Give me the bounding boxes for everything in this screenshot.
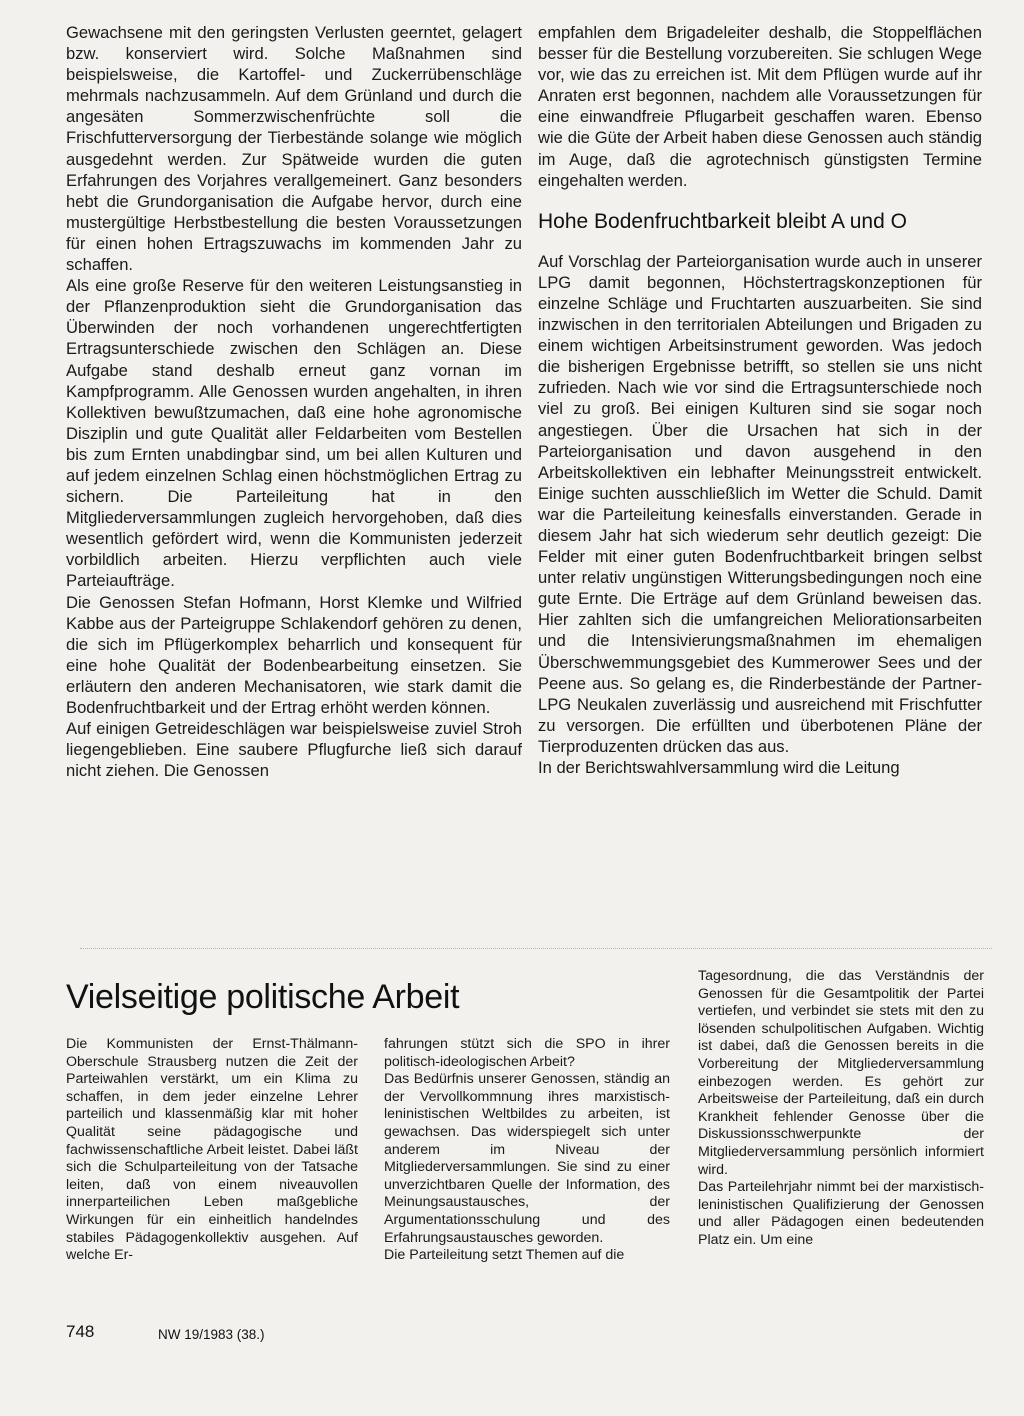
paragraph: Das Bedürfnis unserer Genossen, ständig an der Vervollkommnung ihres marxistisch-leninistischen Weltbildes zu arbeiten, ist gewachsen. Das widerspiegelt sich unter anderem im Niveau der Mitgliederversammlungen. Sie sind zu einer unverzichtbaren Quelle der Information, des Meinungsaustausches, der Argumentationsschulung und des Erfahrungsaustausches geworden. bbox=[384, 1071, 670, 1246]
top-right-column bbox=[538, 22, 982, 778]
article-headline: Vielseitige politische Arbeit bbox=[66, 978, 460, 1016]
paragraph: Die Genossen Stefan Hofmann, Horst Klemke und Wilfried Kabbe aus der Parteigruppe Schlakendorf gehören zu denen, die sich im Pflügerkomplex beharrlich und konsequent für eine hohe Qualität der Bodenbearbeitung einsetzen. Sie erläutern den anderen Mechanisatoren, wie stark damit die Bodenfruchtbarkeit und der Ertrag erhöht werden können. bbox=[66, 592, 522, 717]
top-left-column bbox=[66, 22, 522, 781]
paragraph: Als eine große Reserve für den weiteren Leistungsanstieg in der Pflanzenproduktion sieht die Grundorganisation das Überwinden der noch vorhandenen ungerechtfertigten Ertragsunterschiede zwischen den Schlägen an. Diese Aufgabe stand deshalb erneut ganz vornan im Kampfprogramm. Alle Genossen wurden angehalten, in ihren Kollektiven bewußtzumachen, daß eine hohe agronomische Disziplin und gute Qualität aller Feldarbeiten vom Bestellen bis zum Ernten unabdingbar sind, um bei allen Kulturen und auf jedem einzelnen Schlag einen höchstmöglichen Ertrag zu sichern. Die Parteileitung hat in den Mitgliederversammlungen zugleich hervorgehoben, daß dies wesentlich gefördert wird, wenn die Kommunisten jederzeit vorbildlich arbeiten. Hierzu verpflichten auch viele Parteiaufträge. bbox=[66, 276, 522, 591]
issue-reference: NW 19/1983 (38.) bbox=[158, 1327, 265, 1342]
page-number: 748 bbox=[66, 1322, 95, 1341]
section-subheading: Hohe Bodenfruchtbarkeit bleibt A und O bbox=[538, 209, 907, 233]
paragraph: Gewachsene mit den geringsten Verlusten geerntet, gelagert bzw. konserviert wird. Solche Maßnahmen sind beispielsweise, die Kartoffel- und Zuckerrübenschläge mehrmals nachzusammeln. Auf dem Grünland und durch die angesäten Sommerzwischenfrüchte soll die Frischfutterversorgung der Tierbestände solange wie möglich ausgedehnt werden. Zur Spätweide wurden die guten Erfahrungen des Vorjahres verallgemeinert. Ganz besonders hebt die Grundorganisation die Aufgabe hervor, durch eine mustergültige Herbstbestellung die besten Voraussetzungen für einen hohen Ertragszuwachs im kommenden Jahr zu schaffen. bbox=[66, 23, 522, 275]
article-column-2 bbox=[384, 1036, 670, 1265]
section-divider bbox=[80, 948, 992, 949]
paragraph: Tagesordnung, die das Verständnis der Genossen für die Gesamtpolitik der Partei vertiefen, und verbindet sie stets mit den zu lösenden schulpolitischen Aufgaben. Wichtig ist dabei, daß die Genossen bereits in die Vorbereitung der Mitgliederversammlung einbezogen werden. Es gehört zur Arbeitsweise der Parteileitung, daß ein durch Krankheit fehlender Genosse über die Diskussionsschwerpunkte der Mitgliederversammlung persönlich informiert wird. bbox=[698, 968, 984, 1178]
paragraph: Die Kommunisten der Ernst-Thälmann-Oberschule Strausberg nutzen die Zeit der Parteiwahlen verstärkt, um ein Klima zu schaffen, in dem jeder einzelne Lehrer parteilich und klassenmäßig klar mit hoher Qualität seine pädagogische und fachwissenschaftliche Arbeit leistet. Dabei läßt sich die Schulparteileitung von der Tatsache leiten, daß von einem niveauvollen innerparteilichen Leben maßgebliche Wirkungen für ein einheitlich handelndes stabiles Pädagogenkollektiv ausgehen. Auf welche Er- bbox=[66, 1036, 358, 1264]
paragraph: Die Parteileitung setzt Themen auf die bbox=[384, 1247, 625, 1264]
paragraph: Auf Vorschlag der Parteiorganisation wurde auch in unserer LPG damit begonnen, Höchstertragskonzeptionen für einzelne Schläge und Fruchtarten auszuarbeiten. Sie sind inzwischen in den territorialen Abteilungen und Brigaden zu einem wichtigen Arbeitsinstrument geworden. Was jedoch die bisherigen Ergebnisse betrifft, so stellen sie uns nicht zufrieden. Nach wie vor sind die Ertragsunterschiede noch viel zu groß. Bei einigen Kulturen sind sie sogar noch angestiegen. Über die Ursachen hat sich in der Parteiorganisation und davon ausgehend in den Arbeitskollektiven ein lebhafter Meinungsstreit entwickelt. Einige suchten ausschließlich im Wetter die Schuld. Damit war die Parteileitung keinesfalls einverstanden. Gerade in diesem Jahr hat sich wiederum sehr deutlich gezeigt: Die Felder mit einer guten Bodenfruchtbarkeit bringen selbst unter relativ ungünstigen Witterungsbedingungen noch eine gute Ernte. Die Erträge auf dem Grünland beweisen das. Hier zahlten sich die umfangreichen Meliorationsarbeiten und die Intensivierungsmaßnahmen im ehemaligen Überschwemmungsgebiet des Kummerower Sees und der Peene aus. So gelang es, die Rinderbestände der Partner-LPG Neukalen zuverlässig und ausreichend mit Frischfutter zu versorgen. Die erfüllten und überbotenen Pläne der Tierproduzenten drücken das aus. bbox=[538, 251, 982, 756]
paragraph: Das Parteilehrjahr nimmt bei der marxistisch-leninistischen Qualifizierung der Genossen und aller Pädagogen einen bedeutenden Platz ein. Um eine bbox=[698, 1179, 984, 1248]
paragraph: In der Berichtswahlversammlung wird die Leitung bbox=[538, 758, 900, 777]
article-column-1 bbox=[66, 1036, 358, 1265]
paragraph: fahrungen stützt sich die SPO in ihrer politisch-ideologischen Arbeit? bbox=[384, 1036, 670, 1070]
paragraph: Auf einigen Getreideschlägen war beispielsweise zuviel Stroh liegengeblieben. Eine saubere Pflugfurche ließ sich darauf nicht ziehen. Die Genossen bbox=[66, 719, 522, 781]
paragraph: empfahlen dem Brigadeleiter deshalb, die Stoppelflächen besser für die Bestellung vorzubereiten. Sie schlugen Wege vor, wie das zu erreichen ist. Mit dem Pflügen wurde auf ihr Anraten erst begonnen, nachdem alle Voraussetzungen für eine einwandfreie Pflugarbeit geschaffen waren. Ebenso wie die Güte der Arbeit haben diese Genossen auch ständig im Auge, daß die agrotechnisch günstigsten Termine eingehalten werden. bbox=[538, 23, 982, 190]
article-column-3 bbox=[698, 968, 984, 1250]
